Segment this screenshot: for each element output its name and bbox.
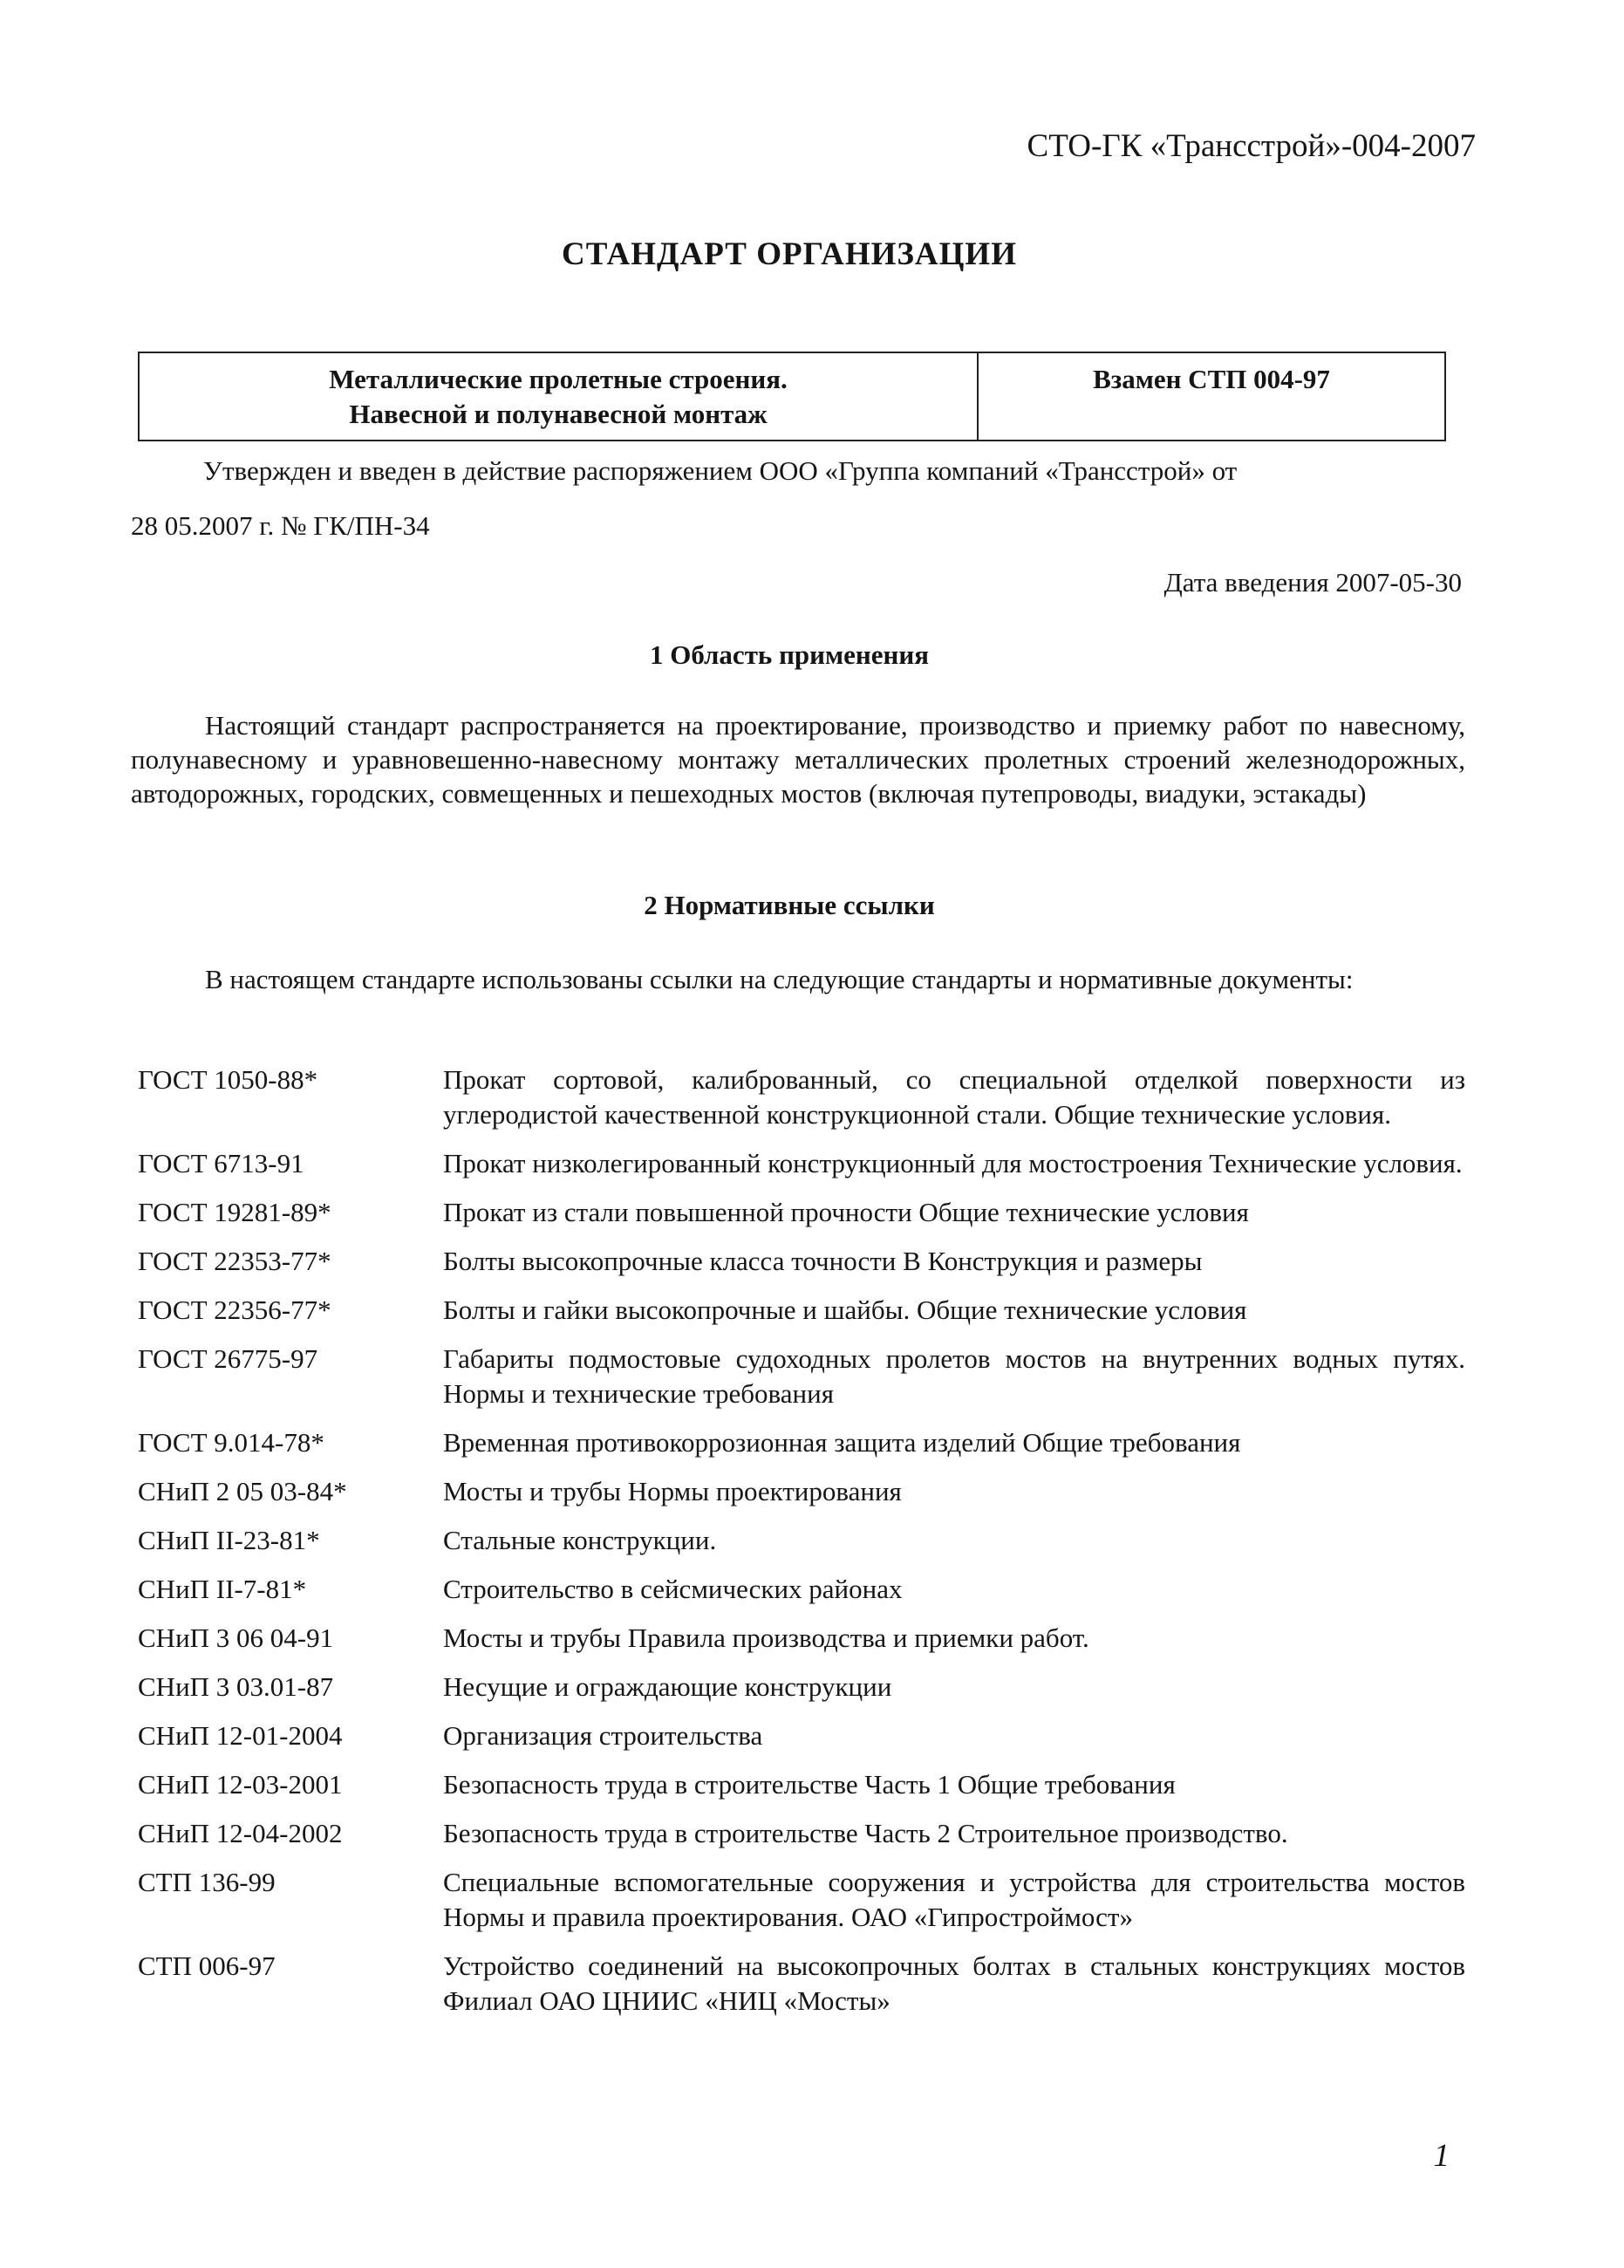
reference-code: ГОСТ 22356-77*	[138, 1295, 331, 1325]
reference-code: СНиП 3 06 04-91	[138, 1622, 334, 1653]
reference-description: Прокат сортовой, калиброванный, со специальной отделкой поверхности из углеродистой качественной конструкционной стали. Общие технические условия.	[443, 1064, 1465, 1130]
reference-row	[138, 1816, 1465, 1851]
subject-line-2: Навесной и полунавесной монтаж	[349, 399, 768, 429]
reference-row	[138, 1523, 1465, 1558]
reference-row	[138, 1342, 1465, 1411]
reference-code: ГОСТ 9.014-78*	[138, 1427, 324, 1458]
reference-description: Болты и гайки высокопрочные и шайбы. Общие технические условия	[443, 1295, 1247, 1325]
title-table	[138, 352, 1446, 441]
reference-code: ГОСТ 22353-77*	[138, 1246, 331, 1276]
reference-row	[138, 1767, 1465, 1802]
reference-code: СНиП 12-03-2001	[138, 1769, 343, 1800]
section-2-heading: 2 Нормативные ссылки	[644, 890, 935, 920]
replaces-cell: Взамен СТП 004-97	[1093, 364, 1330, 394]
reference-code: ГОСТ 6713-91	[138, 1148, 304, 1178]
reference-code: СТП 006-97	[138, 1950, 276, 1981]
reference-description: Прокат низколегированный конструкционный для мостостроения Технические условия.	[443, 1148, 1463, 1178]
reference-code: ГОСТ 1050-88*	[138, 1064, 318, 1095]
reference-row	[138, 1474, 1465, 1509]
approval-line-1: Утвержден и введен в действие распоряжением ООО «Группа компаний «Трансстрой» от	[203, 455, 1238, 486]
reference-row	[138, 1244, 1465, 1279]
reference-code: СНиП II-7-81*	[138, 1574, 307, 1604]
reference-description: Прокат из стали повышенной прочности Общие технические условия	[443, 1197, 1249, 1227]
reference-code: ГОСТ 26775-97	[138, 1343, 318, 1374]
page-number: 1	[1433, 2138, 1450, 2174]
reference-row	[138, 1425, 1465, 1460]
reference-description: Строительство в сейсмических районах	[443, 1574, 903, 1604]
reference-description: Мосты и трубы Правила производства и приемки работ.	[443, 1622, 1089, 1653]
document-title: СТАНДАРТ ОРГАНИЗАЦИИ	[562, 236, 1017, 272]
reference-row	[138, 1718, 1465, 1753]
approval-line-2: 28 05.2007 г. № ГК/ПН-34	[131, 510, 430, 541]
reference-code: ГОСТ 19281-89*	[138, 1197, 331, 1227]
reference-code: СНиП 3 03.01-87	[138, 1671, 334, 1702]
reference-code: СНиП 12-01-2004	[138, 1720, 343, 1751]
reference-description: Стальные конструкции.	[443, 1525, 717, 1555]
reference-row	[138, 1949, 1465, 2019]
document-code: СТО-ГК «Трансстрой»-004-2007	[1027, 128, 1476, 164]
intro-date: Дата введения 2007-05-30	[1163, 567, 1462, 598]
reference-row	[138, 1293, 1465, 1328]
reference-row	[138, 1621, 1465, 1656]
reference-row	[138, 1670, 1465, 1704]
reference-code: СНиП II-23-81*	[138, 1525, 320, 1555]
reference-row	[138, 1062, 1465, 1132]
reference-description: Организация строительства	[443, 1720, 763, 1751]
reference-description: Несущие и ограждающие конструкции	[443, 1671, 892, 1702]
subject-line-1: Металлические пролетные строения.	[329, 364, 788, 394]
reference-description: Устройство соединений на высокопрочных болтах в стальных конструкциях мостов Филиал ОАО ЦНИИС «НИЦ «Мосты»	[443, 1950, 1465, 2016]
reference-description: Безопасность труда в строительстве Часть 1 Общие требования	[443, 1769, 1176, 1800]
reference-row	[138, 1195, 1465, 1230]
reference-description: Временная противокоррозионная защита изделий Общие требования	[443, 1427, 1241, 1458]
reference-description: Безопасность труда в строительстве Часть 2 Строительное производство.	[443, 1818, 1288, 1848]
section-1-heading: 1 Область применения	[649, 639, 930, 670]
section-2-intro: В настоящем стандарте использованы ссылки на следующие стандарты и нормативные документы:	[205, 964, 1354, 994]
reference-code: СТП 136-99	[138, 1867, 276, 1897]
subject-cell	[140, 353, 979, 440]
references-list	[138, 1062, 1465, 2032]
reference-description: Специальные вспомогательные сооружения и устройства для строительства мостов Нормы и правила проектирования. ОАО «Гипростроймост»	[443, 1867, 1465, 1932]
reference-code: СНиП 12-04-2002	[138, 1818, 343, 1848]
reference-code: СНиП 2 05 03-84*	[138, 1476, 347, 1506]
reference-description: Мосты и трубы Нормы проектирования	[443, 1476, 902, 1506]
reference-row	[138, 1146, 1465, 1181]
section-1-text: Настоящий стандарт распространяется на проектирование, производство и приемку работ по навесному, полунавесному и уравновешенно-навесному монтажу металлических пролетных строений железнодорожных, автодорожных, городских, совмещенных и пешеходных мостов (включая путепроводы, виадуки, эстакады)	[131, 710, 1465, 809]
reference-row	[138, 1572, 1465, 1607]
reference-row	[138, 1865, 1465, 1935]
reference-description: Болты высокопрочные класса точности В Конструкция и размеры	[443, 1246, 1203, 1276]
reference-description: Габариты подмостовые судоходных пролетов мостов на внутренних водных путях. Нормы и технические требования	[443, 1343, 1465, 1409]
